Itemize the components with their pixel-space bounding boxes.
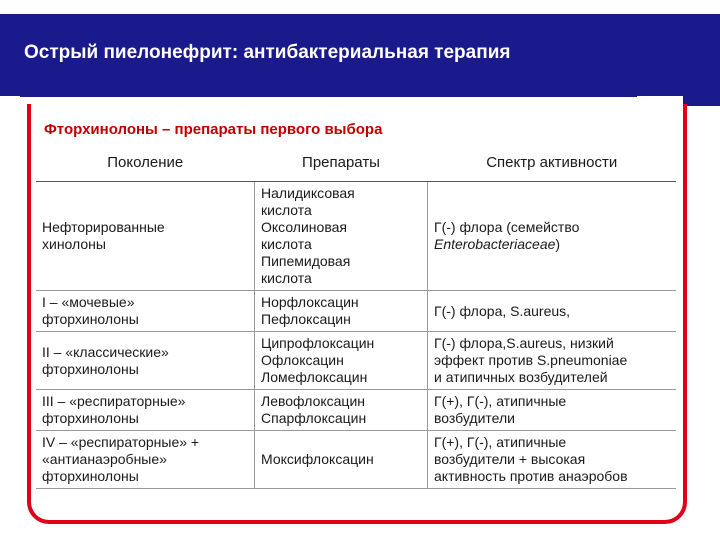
generation-cell: Нефторированные хинолоны xyxy=(36,182,255,291)
spectrum-family-name: Enterobacteriaceae xyxy=(434,236,556,252)
title-bar-corner xyxy=(683,14,720,106)
spectrum-cell: Г(+), Г(-), атипичные возбудители xyxy=(428,390,677,431)
drugs-cell: Моксифлоксацин xyxy=(255,431,428,489)
table-header-row xyxy=(36,148,676,182)
generation-cell: III – «респираторные» фторхинолоны xyxy=(36,390,255,431)
table-row xyxy=(36,291,676,332)
table-row xyxy=(36,332,676,390)
generation-cell: IV – «респираторные» + «антианаэробные» фторхинолоны xyxy=(36,431,255,489)
drugs-cell: Норфлоксацин Пефлоксацин xyxy=(255,291,428,332)
spectrum-cell xyxy=(428,182,677,291)
drugs-cell: Ципрофлоксацин Офлоксацин Ломефлоксацин xyxy=(255,332,428,390)
table-row xyxy=(36,390,676,431)
column-header-drugs: Препараты xyxy=(255,148,428,182)
generation-cell: II – «классические» фторхинолоны xyxy=(36,332,255,390)
spectrum-cell: Г(-) флора, S.aureus, xyxy=(428,291,677,332)
table-row xyxy=(36,431,676,489)
slide-title: Острый пиелонефрит: антибактериальная терапия xyxy=(24,42,511,63)
spectrum-cell: Г(-) флора,S.aureus, низкий эффект против S.pneumoniae и атипичных возбудителей xyxy=(428,332,677,390)
table-row xyxy=(36,182,676,291)
slide-subtitle: Фторхинолоны – препараты первого выбора xyxy=(44,121,383,138)
drugs-cell: Налидиксовая кислота Оксолиновая кислота Пипемидовая кислота xyxy=(255,182,428,291)
drugs-cell: Левофлоксацин Спарфлоксацин xyxy=(255,390,428,431)
spectrum-cell: Г(+), Г(-), атипичные возбудители + высокая активность против анаэробов xyxy=(428,431,677,489)
spectrum-text: Г(-) флора (семейство xyxy=(434,219,580,235)
spectrum-text-end: ) xyxy=(555,236,561,252)
fluoroquinolone-table xyxy=(36,148,676,489)
generation-cell: I – «мочевые» фторхинолоны xyxy=(36,291,255,332)
column-header-spectrum: Спектр активности xyxy=(428,148,677,182)
column-header-generation: Поколение xyxy=(36,148,255,182)
title-underline xyxy=(20,94,637,97)
